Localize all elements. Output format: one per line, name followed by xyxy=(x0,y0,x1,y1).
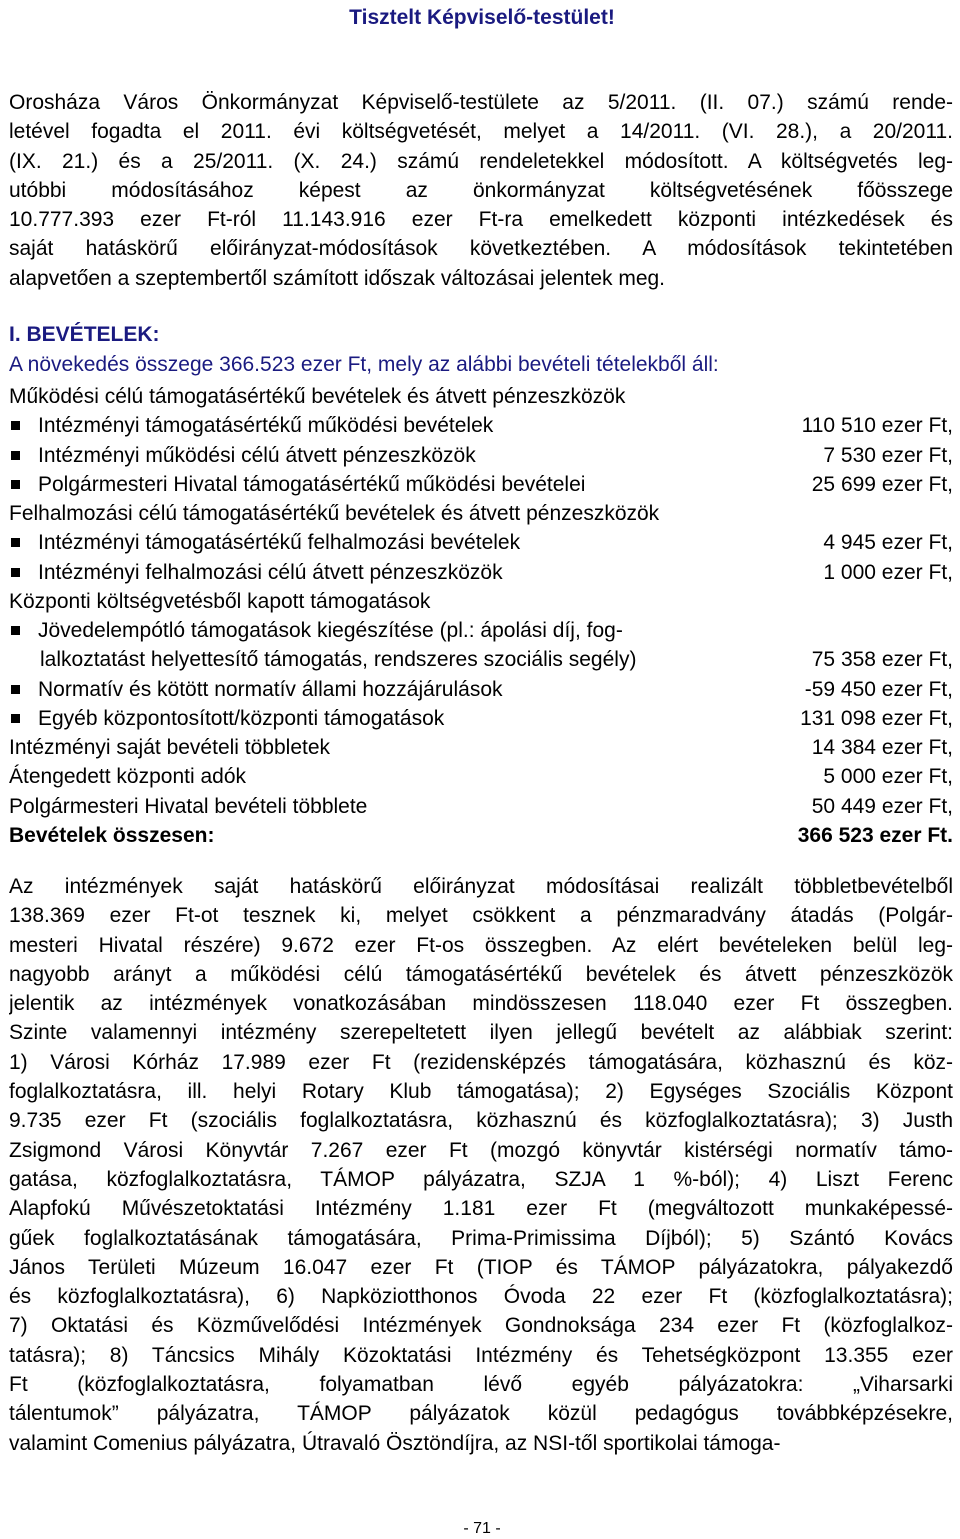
square-bullet-icon xyxy=(11,685,20,694)
revenue-row xyxy=(9,645,953,674)
revenue-label: Egyéb központosított/központi támogatások xyxy=(38,707,445,730)
square-bullet-icon xyxy=(11,480,20,489)
body-line: nagyobb arányt a működési célú támogatásértékű bevételek és átvett pénzeszközök xyxy=(9,962,953,986)
body-line: Szinte valamennyi intézmény szerepeltetett ilyen jellegű bevételt az alábbiak szerint: xyxy=(9,1021,953,1045)
growth-line: A növekedés összege 366.523 ezer Ft, mely az alábbi bevételi tételekből áll: xyxy=(9,353,719,376)
revenue-amount: 131 098 ezer Ft, xyxy=(800,707,953,730)
intro-line: (IX. 21.) és a 25/2011. (X. 24.) számú rendeletekkel módosított. A költségvetés leg- xyxy=(9,149,953,173)
revenue-row xyxy=(9,528,953,557)
revenue-group-row xyxy=(9,499,953,528)
revenue-label: Intézményi saját bevételi többletek xyxy=(9,736,331,759)
square-bullet-icon xyxy=(11,568,20,577)
revenue-row xyxy=(9,675,953,704)
revenue-label: Bevételek összesen: xyxy=(9,824,215,847)
body-line: valamint Comenius pályázatra, Útravaló Ösztöndíjra, az NSI-től sportikolai támoga- xyxy=(9,1431,781,1455)
revenue-row xyxy=(9,558,953,587)
square-bullet-icon xyxy=(11,626,20,635)
revenue-label: lalkoztatást helyettesítő támogatás, rendszeres szociális segély) xyxy=(40,648,637,671)
revenue-row xyxy=(9,470,953,499)
revenue-group-row xyxy=(9,792,953,821)
revenue-amount: -59 450 ezer Ft, xyxy=(804,678,953,701)
square-bullet-icon xyxy=(11,451,20,460)
revenue-label: Jövedelempótló támogatások kiegészítése (pl.: ápolási díj, fog- xyxy=(38,619,623,642)
body-line: Az intézmények saját hatáskörű előirányzat módosításai realizált többletbevételből xyxy=(9,875,953,898)
body-line: 9.735 ezer Ft (szociális foglalkoztatásra, közhasznú és közfoglalkoztatásra); 3) Justh xyxy=(9,1109,953,1133)
intro-line: utóbbi módosításához képest az önkormányzat költségvetésének főösszege xyxy=(9,178,953,202)
body-line: Ft (közfoglalkoztatásra, folyamatban lévő egyéb pályázatokra: „Viharsarki xyxy=(9,1373,953,1397)
body-line: foglalkoztatásra, ill. helyi Rotary Klub támogatása); 2) Egységes Szociális Központ xyxy=(9,1080,953,1104)
revenue-row xyxy=(9,411,953,440)
page-number: - 71 - xyxy=(463,1520,501,1537)
body-line: jelentik az intézmények vonatkozásában mindösszesen 118.040 ezer Ft összegben. xyxy=(9,992,953,1016)
revenue-group-row xyxy=(9,382,953,411)
revenue-row xyxy=(9,616,953,645)
revenue-group-row xyxy=(9,587,953,616)
revenue-amount: 5 000 ezer Ft, xyxy=(823,765,953,788)
revenue-group-row xyxy=(9,762,953,791)
revenue-label: Intézményi támogatásértékű működési bevételek xyxy=(38,414,494,437)
section-heading: I. BEVÉTELEK: xyxy=(9,323,160,346)
body-line: mesteri Hivatal részére) 9.672 ezer Ft-os összegben. Az elért bevételeken belül leg- xyxy=(9,933,953,957)
body-line: Zsigmond Városi Könyvtár 7.267 ezer Ft (mozgó könyvtár kistérségi normatív támo- xyxy=(9,1138,953,1162)
intro-line: Orosháza Város Önkormányzat Képviselő-testülete az 5/2011. (II. 07.) számú rende- xyxy=(9,91,953,114)
revenue-label: Polgármesteri Hivatal támogatásértékű működési bevételei xyxy=(38,473,586,496)
revenue-label: Központi költségvetésből kapott támogatások xyxy=(9,590,431,613)
revenue-amount: 7 530 ezer Ft, xyxy=(823,444,953,467)
revenue-label: Felhalmozási célú támogatásértékű bevételek és átvett pénzeszközök xyxy=(9,502,660,525)
page-title: Tisztelt Képviselő-testület! xyxy=(349,6,615,29)
body-paragraph xyxy=(9,872,953,1458)
revenue-label: Működési célú támogatásértékű bevételek és átvett pénzeszközök xyxy=(9,385,626,408)
revenue-amount: 50 449 ezer Ft, xyxy=(811,795,953,818)
revenue-amount: 366 523 ezer Ft. xyxy=(797,824,953,847)
revenue-label: Polgármesteri Hivatal bevételi többlete xyxy=(9,795,368,818)
revenue-row xyxy=(9,704,953,733)
revenue-label: Intézményi támogatásértékű felhalmozási bevételek xyxy=(38,531,521,554)
intro-line: alapvetően a szeptembertől számított időszak változásai jelentek meg. xyxy=(9,266,666,290)
revenue-amount: 75 358 ezer Ft, xyxy=(811,648,953,671)
revenue-label: Normatív és kötött normatív állami hozzájárulások xyxy=(38,678,503,701)
body-line: és közfoglalkoztatásra), 6) Napköziotthonos Óvoda 22 ezer Ft (közfoglalkoztatásra); xyxy=(9,1285,953,1309)
square-bullet-icon xyxy=(11,538,20,547)
square-bullet-icon xyxy=(11,421,20,430)
intro-line: 10.777.393 ezer Ft-ról 11.143.916 ezer Ft-ra emelkedett központi intézkedések és xyxy=(9,208,953,232)
revenue-label: Intézményi működési célú átvett pénzeszközök xyxy=(38,444,476,467)
revenue-amount: 25 699 ezer Ft, xyxy=(811,473,953,496)
body-line: 7) Oktatási és Közművelődési Intézmények Gondnoksága 234 ezer Ft (közfoglalkoz- xyxy=(9,1314,953,1338)
body-line: gatása, közfoglalkoztatásra, TÁMOP pályázatra, SZJA 1 %-ból); 4) Liszt Ferenc xyxy=(9,1167,953,1191)
revenue-amount: 14 384 ezer Ft, xyxy=(811,736,953,759)
body-line: 138.369 ezer Ft-ot tesznek ki, melyet csökkent a pénzmaradvány átadás (Polgár- xyxy=(9,904,953,928)
body-line: gűek foglalkoztatásának támogatására, Prima-Primissima Díjból); 5) Szántó Kovács xyxy=(9,1226,953,1250)
revenue-row xyxy=(9,441,953,470)
body-line: tatásra); 8) Táncsics Mihály Közoktatási Intézmény és Tehetségközpont 13.355 ezer xyxy=(9,1343,953,1367)
revenue-label: Intézményi felhalmozási célú átvett pénzeszközök xyxy=(38,561,503,584)
body-line: Alapfokú Művészetoktatási Intézmény 1.181 ezer Ft (megváltozott munkaképessé- xyxy=(9,1197,953,1221)
revenue-group-row xyxy=(9,733,953,762)
body-line: János Területi Múzeum 16.047 ezer Ft (TIOP és TÁMOP pályázatokra, pályakezdő xyxy=(9,1255,953,1279)
revenue-total-row xyxy=(9,821,953,850)
intro-paragraph xyxy=(9,88,953,293)
revenue-amount: 1 000 ezer Ft, xyxy=(823,561,953,584)
revenue-amount: 4 945 ezer Ft, xyxy=(823,531,953,554)
intro-line: letével fogadta el 2011. évi költségvetését, melyet a 14/2011. (VI. 28.), a 20/2011. xyxy=(9,120,953,144)
revenue-label: Átengedett központi adók xyxy=(9,765,247,788)
revenue-amount: 110 510 ezer Ft, xyxy=(801,414,953,437)
body-line: 1) Városi Kórház 17.989 ezer Ft (rezidensképzés támogatására, közhasznú és köz- xyxy=(9,1050,953,1074)
body-line: tálentumok” pályázatra, TÁMOP pályázatok közül pedagógus továbbképzésekre, xyxy=(9,1402,953,1426)
intro-line: saját hatáskörű előirányzat-módosítások következtében. A módosítások tekintetében xyxy=(9,237,953,261)
square-bullet-icon xyxy=(11,714,20,723)
